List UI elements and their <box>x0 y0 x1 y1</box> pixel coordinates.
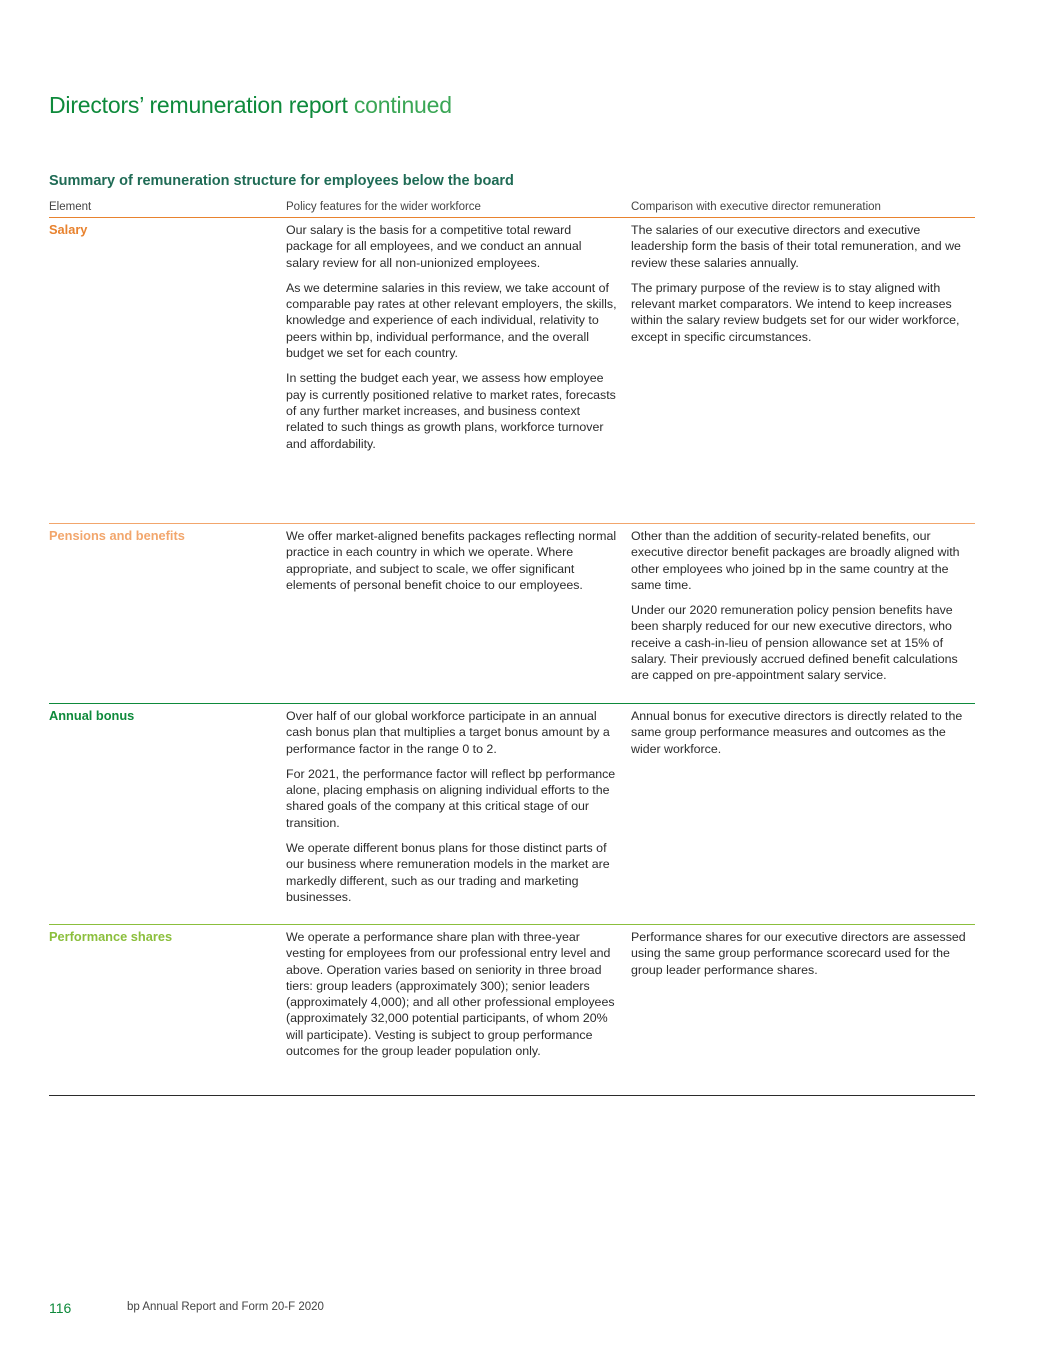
table-header <box>49 199 975 218</box>
comparison-paragraph: The primary purpose of the review is to stay aligned with relevant market comparators. We intend to keep increases within the salary review budgets set for our wider workforce, except in specific circumstances. <box>631 280 960 344</box>
policy-paragraph: We operate a performance share plan with three-year vesting for employees from our professional entry level and above. Operation varies based on seniority in three broad tiers: group leaders (approximately 300); senior leaders (approximately 4,000); and all other professional employees (approximately 32,000 potential participants, of whom 20% will participate). Vesting is subject to group performance outcomes for the group leader population only. <box>286 930 615 1059</box>
row-label-performance-shares: Performance shares <box>49 929 173 944</box>
section-title: Summary of remuneration structure for employees below the board <box>49 173 514 189</box>
comparison-paragraph: Under our 2020 remuneration policy pension benefits have been sharply reduced for our new executive directors, who receive a cash-in-lieu of pension allowance set at 15% of salary. Their previously accrued defined benefit calculations are capped on pre-appointment salary service. <box>631 603 958 683</box>
row-label-pensions: Pensions and benefits <box>49 528 185 543</box>
row-label-annual-bonus: Annual bonus <box>49 708 135 723</box>
policy-paragraph: As we determine salaries in this review, we take account of comparable pay rates at other relevant employers, the skills, knowledge and experience of each individual, relativity to peers within bp, individual performance, and the overall budget we set for each country. <box>286 280 617 361</box>
policy-paragraph: For 2021, the performance factor will reflect bp performance alone, placing emphasis on aligning individual efforts to the shared goals of the company at this critical stage of our transition. <box>286 766 616 830</box>
publication-name: bp Annual Report and Form 20-F 2020 <box>127 1301 324 1313</box>
policy-cell-annual-bonus <box>286 708 631 922</box>
policy-paragraph: Our salary is the basis for a competitive total reward package for all employees, and we conduct an annual salary review for all non-unionized employees. <box>286 223 582 270</box>
comparison-cell-performance-shares <box>631 929 975 1093</box>
policy-paragraph: We offer market-aligned benefits packages reflecting normal practice in each country in which we operate. Where appropriate, and subject to scale, we offer significant elements of personal benefit choice to our employees. <box>286 529 617 592</box>
comparison-cell-annual-bonus <box>631 708 975 922</box>
table-row-salary <box>49 218 975 524</box>
remuneration-table <box>49 199 975 1096</box>
page-title-suffix: continued <box>353 92 452 118</box>
table-row-annual-bonus <box>49 704 975 925</box>
policy-paragraph: We operate different bonus plans for those distinct parts of our business where remuneration models in the market are markedly different, such as our trading and marketing businesses. <box>286 841 610 904</box>
page-number: 116 <box>49 1300 72 1316</box>
table-row-pensions <box>49 524 975 704</box>
column-header-element: Element <box>49 201 92 213</box>
policy-cell-performance-shares <box>286 929 631 1093</box>
comparison-paragraph: Performance shares for our executive directors are assessed using the same group performance scorecard used for the group leader performance shares. <box>631 930 966 977</box>
policy-paragraph: Over half of our global workforce participate in an annual cash bonus plan that multiplies a target bonus amount by a performance factor in the range 0 to 2. <box>286 709 610 756</box>
policy-cell-salary <box>286 222 631 521</box>
row-label-salary: Salary <box>49 222 88 237</box>
comparison-paragraph: The salaries of our executive directors and executive leadership form the basis of their total remuneration, and we review these salaries annually. <box>631 223 961 270</box>
column-header-comparison: Comparison with executive director remuneration <box>631 201 881 213</box>
comparison-cell-pensions <box>631 528 975 701</box>
comparison-paragraph: Other than the addition of security-related benefits, our executive director benefit packages are broadly aligned with other employees who joined bp in the same country at the same time. <box>631 529 960 592</box>
page-title <box>49 92 452 119</box>
policy-paragraph: In setting the budget each year, we assess how employee pay is currently positioned relative to market rates, forecasts of any further market increases, and business context related to such things as growth plans, workforce turnover and affordability. <box>286 371 616 451</box>
comparison-paragraph: Annual bonus for executive directors is directly related to the same group performance measures and outcomes as the wider workforce. <box>631 709 963 756</box>
column-header-policy: Policy features for the wider workforce <box>286 201 481 213</box>
policy-cell-pensions <box>286 528 631 701</box>
page-title-main: Directors’ remuneration report <box>49 92 348 118</box>
table-row-performance-shares <box>49 925 975 1096</box>
comparison-cell-salary <box>631 222 975 521</box>
